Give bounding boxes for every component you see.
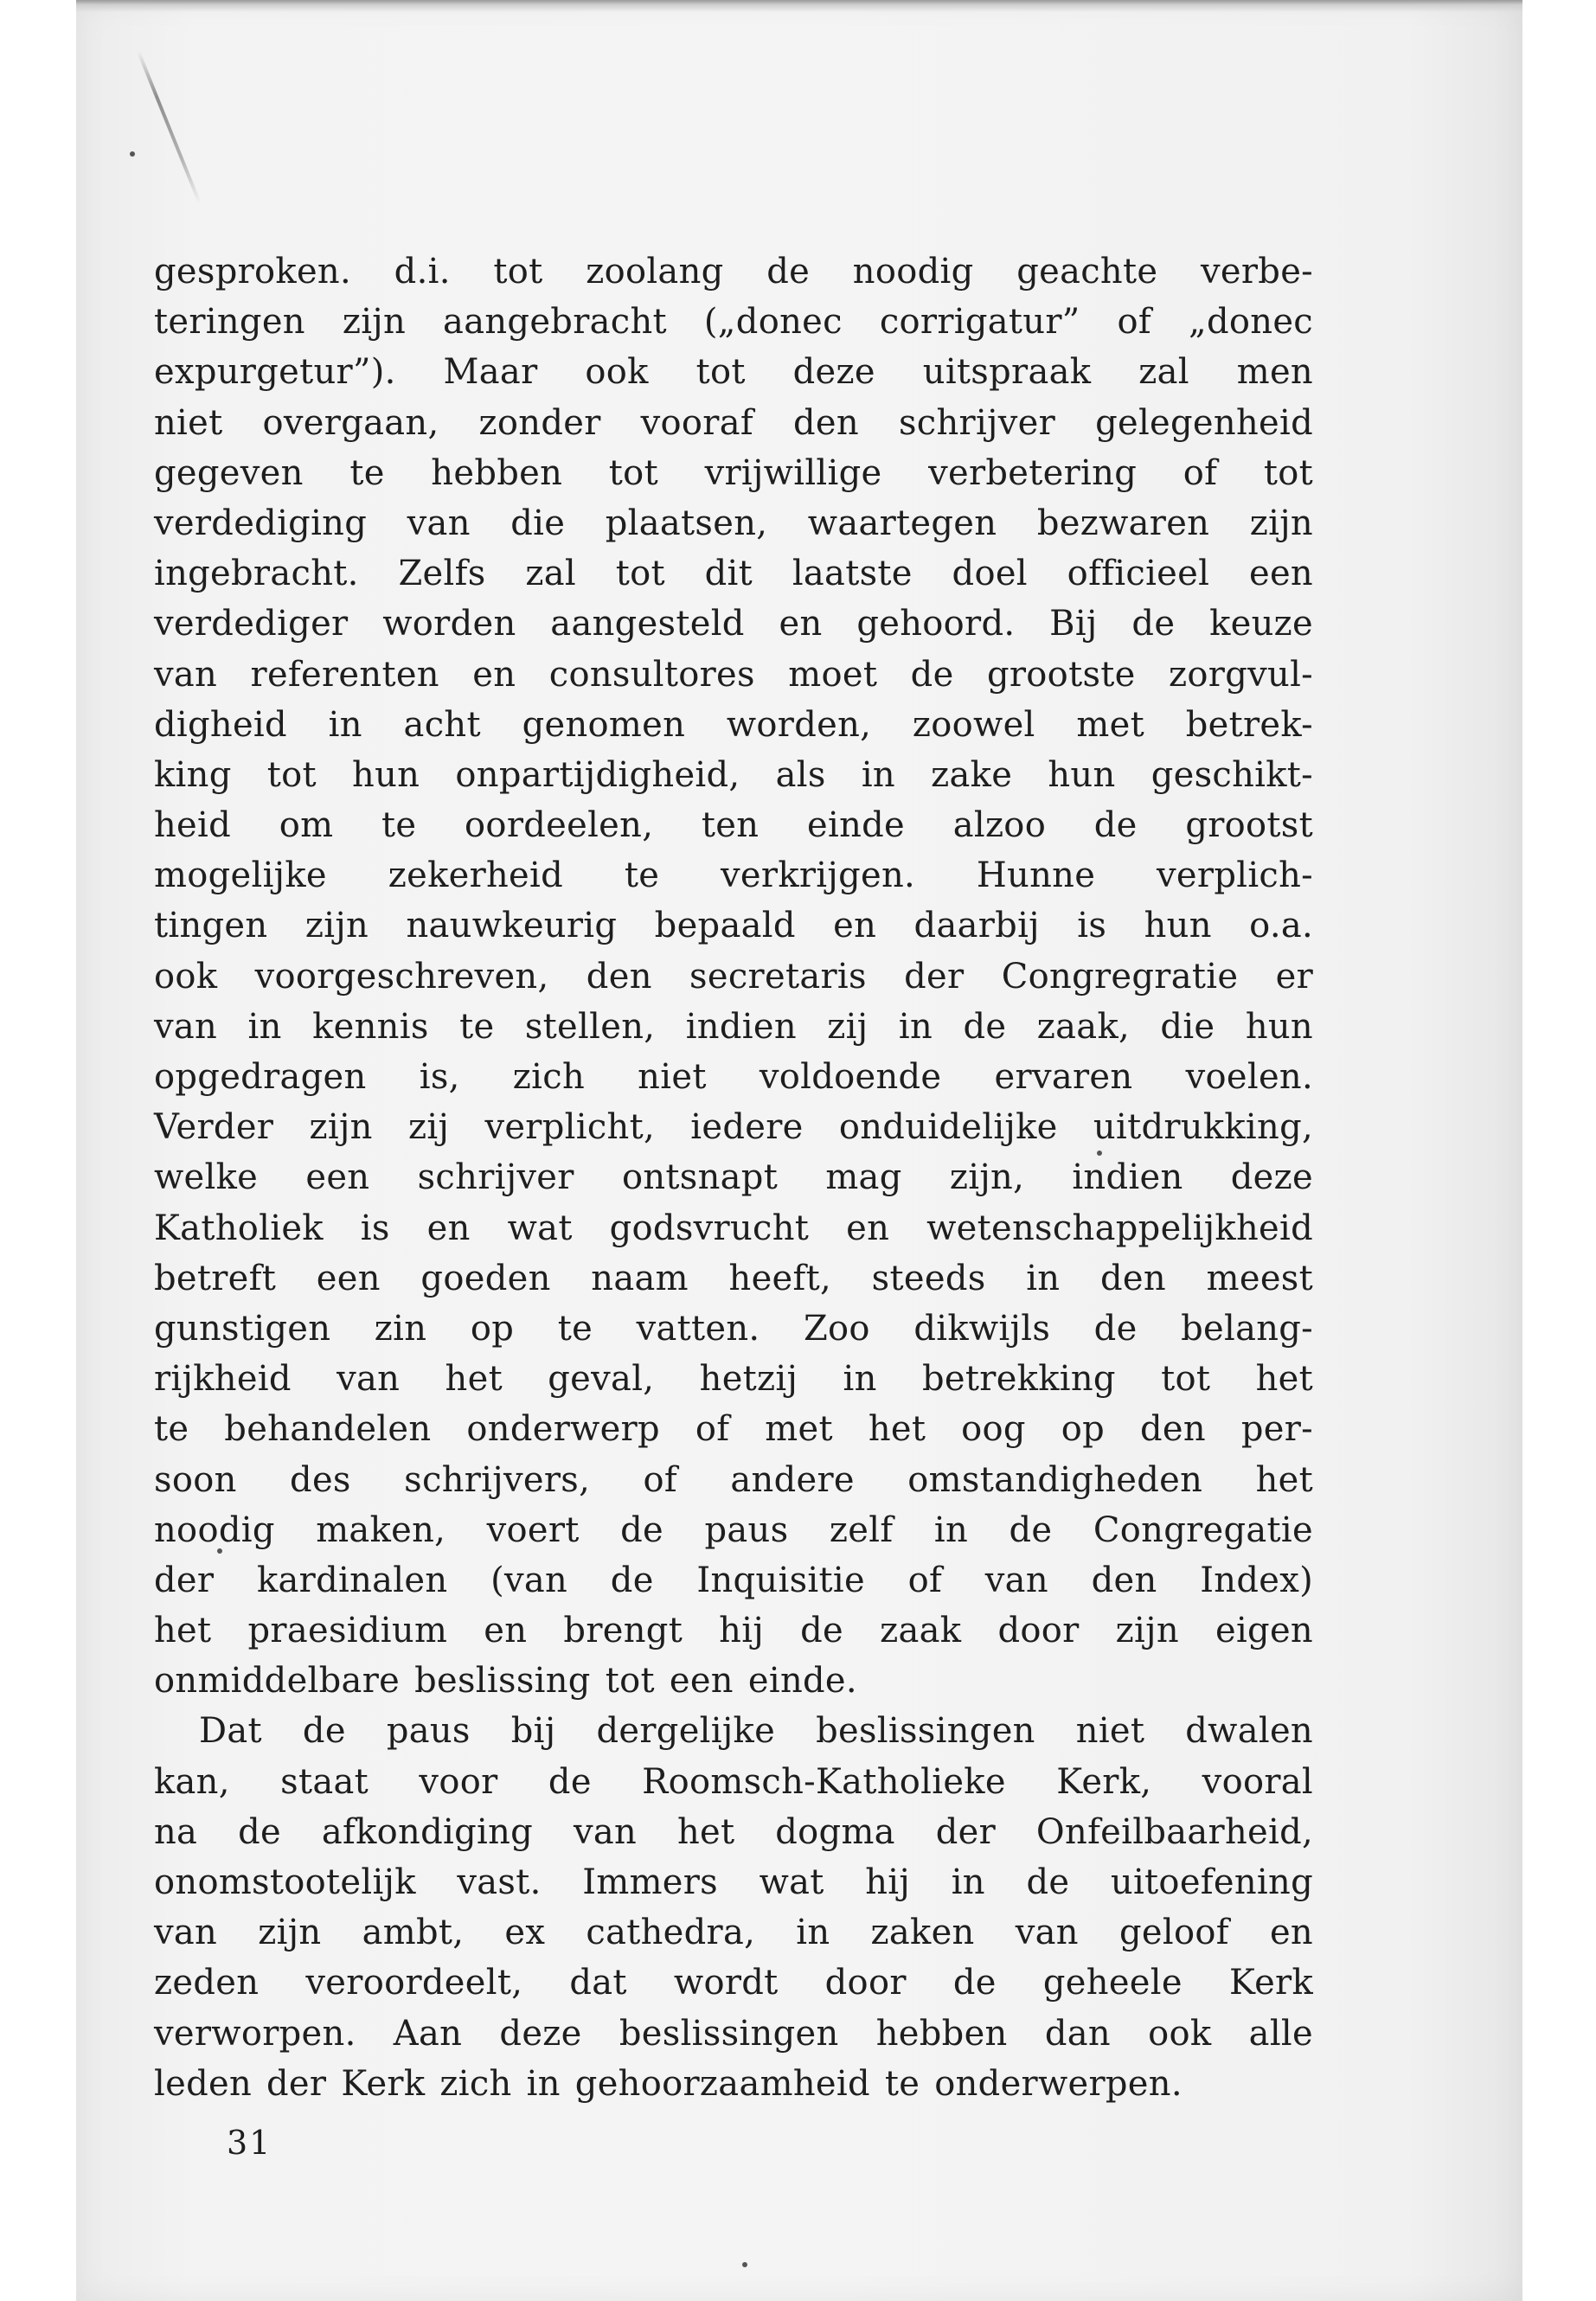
text-line: verdediging van die plaatsen, waartegen bezwaren zijn — [154, 503, 1313, 543]
text-line: teringen zijn aangebracht („donec corrigatur” of „donec — [154, 302, 1313, 343]
text-line: verdediger worden aangesteld en gehoord. Bij de keuze — [154, 604, 1313, 644]
text-line: welke een schrijver ontsnapt mag zijn, indien deze — [154, 1157, 1313, 1198]
page-speck — [130, 151, 135, 157]
text-line: Verder zijn zij verplicht, iedere onduidelijke uitdrukking, — [154, 1107, 1313, 1148]
text-line: te behandelen onderwerp of met het oog op den per- — [154, 1409, 1313, 1450]
text-line: verworpen. Aan deze beslissingen hebben dan ook alle — [154, 2013, 1313, 2054]
text-line: tingen zijn nauwkeurig bepaald en daarbij is hun o.a. — [154, 906, 1313, 946]
text-line: ook voorgeschreven, den secretaris der Congregratie er — [154, 956, 1313, 997]
text-line: soon des schrijvers, of andere omstandigheden het — [154, 1459, 1313, 1500]
text-line: digheid in acht genomen worden, zoowel met betrek- — [154, 704, 1313, 745]
body-text — [154, 247, 1313, 2109]
text-line: onmiddelbare beslissing tot een einde. — [154, 1661, 857, 1702]
page-speck — [742, 2262, 747, 2267]
page-top-edge — [76, 0, 1522, 12]
text-line: gunstigen zin op te vatten. Zoo dikwijls de belang- — [154, 1308, 1313, 1349]
text-line: Dat de paus bij dergelijke beslissingen niet dwalen — [199, 1711, 1313, 1752]
text-line: Katholiek is en wat godsvrucht en wetenschappelijkheid — [154, 1208, 1313, 1248]
text-line: van zijn ambt, ex cathedra, in zaken van geloof en — [154, 1913, 1313, 1953]
text-line: van referenten en consultores moet de grootste zorgvul- — [154, 654, 1313, 695]
text-line: ingebracht. Zelfs zal tot dit laatste doel officieel een — [154, 554, 1313, 594]
text-line: heid om te oordeelen, ten einde alzoo de grootst — [154, 805, 1313, 846]
text-line: gegeven te hebben tot vrijwillige verbetering of tot — [154, 452, 1313, 493]
text-line: king tot hun onpartijdigheid, als in zake hun geschikt- — [154, 754, 1313, 795]
paragraph — [154, 1706, 1313, 2109]
text-line: rijkheid van het geval, hetzij in betrekking tot het — [154, 1359, 1313, 1400]
text-line: kan, staat voor de Roomsch-Katholieke Kerk, vooral — [154, 1761, 1313, 1802]
page-number: 31 — [227, 2124, 272, 2162]
text-line: betreft een goeden naam heeft, steeds in den meest — [154, 1258, 1313, 1298]
text-line: gesproken. d.i. tot zoolang de noodig geachte verbe- — [154, 252, 1313, 292]
text-line: opgedragen is, zich niet voldoende ervaren voelen. — [154, 1057, 1313, 1097]
text-line: het praesidium en brengt hij de zaak door zijn eigen — [154, 1611, 1313, 1651]
text-line: niet overgaan, zonder vooraf den schrijver gelegenheid — [154, 402, 1313, 443]
text-line: zeden veroordeelt, dat wordt door de geheele Kerk — [154, 1963, 1313, 2003]
text-line: leden der Kerk zich in gehoorzaamheid te onderwerpen. — [154, 2063, 1183, 2104]
paragraph — [154, 247, 1313, 1706]
text-line: expurgetur”). Maar ook tot deze uitspraak zal men — [154, 352, 1313, 393]
page-fold-mark — [137, 51, 202, 205]
text-line: na de afkondiging van het dogma der Onfeilbaarheid, — [154, 1811, 1313, 1852]
text-line: onomstootelijk vast. Immers wat hij in de uitoefening — [154, 1862, 1313, 1902]
text-line: mogelijke zekerheid te verkrijgen. Hunne verplich- — [154, 856, 1313, 896]
text-line: noodig maken, voert de paus zelf in de Congregatie — [154, 1509, 1313, 1550]
text-line: van in kennis te stellen, indien zij in de zaak, die hun — [154, 1006, 1313, 1047]
text-line: der kardinalen (van de Inquisitie of van den Index) — [154, 1560, 1313, 1600]
